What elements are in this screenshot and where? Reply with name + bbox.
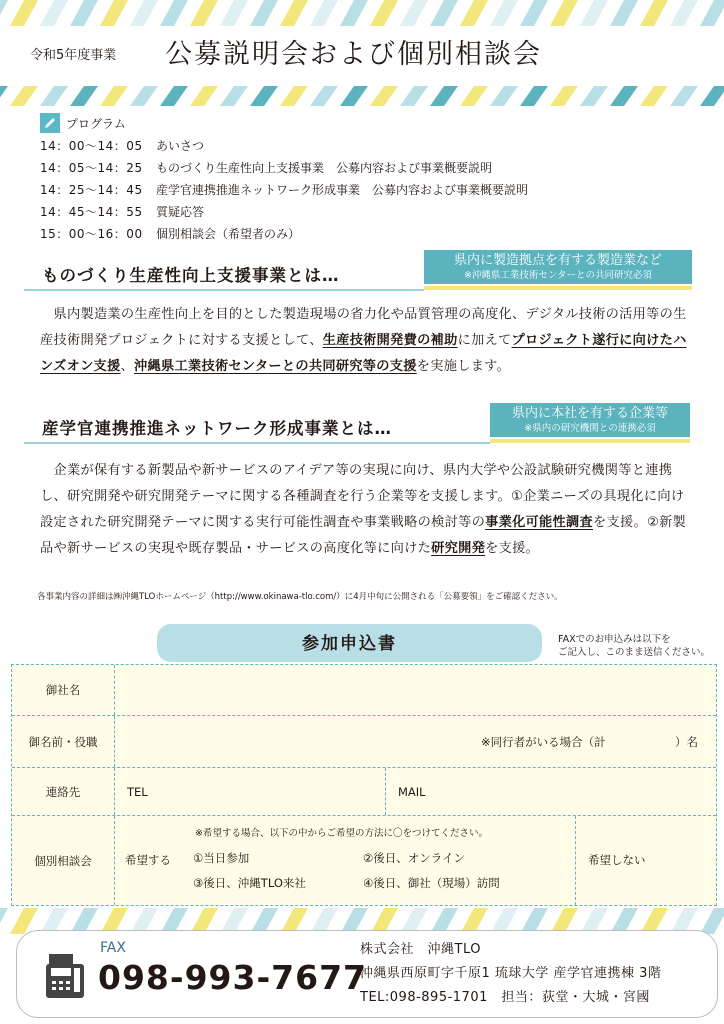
- program-time: 14：25～14：45: [40, 182, 143, 197]
- zigzag-stripe: [700, 86, 724, 106]
- zigzag-stripe: [340, 0, 368, 26]
- zigzag-stripe: [610, 0, 638, 26]
- name-row: [12, 716, 716, 768]
- zigzag-stripe: [0, 908, 8, 934]
- program-item: 質疑応答: [156, 204, 205, 219]
- zigzag-stripe: [10, 0, 38, 26]
- option-visit-tlo[interactable]: ③後日、沖縄TLO来社: [193, 876, 306, 890]
- section2-underline: [24, 442, 490, 444]
- zigzag-stripe: [130, 86, 158, 106]
- program-item: 個別相談会（希望者のみ）: [156, 226, 301, 241]
- zigzag-stripe: [70, 86, 98, 106]
- zigzag-stripe: [70, 0, 98, 26]
- section1-text: に加えて: [457, 333, 512, 348]
- zigzag-stripe: [250, 86, 278, 106]
- section2-title: 産学官連携推進ネットワーク形成事業とは…: [42, 419, 392, 438]
- section2-text: を支援。②新製品や新サービスの実現や既存製品・サービスの高度化等に向けた: [40, 515, 687, 556]
- section2-highlight: 研究開発: [431, 541, 486, 556]
- zigzag-stripe: [430, 86, 458, 106]
- zigzag-stripe: [100, 0, 128, 26]
- section2-tag-sub: ※県内の研究機関との連携必須: [524, 423, 656, 434]
- section1-tag-sub: ※沖縄県工業技術センターとの共同研究必須: [463, 270, 653, 281]
- option-onsite-visit[interactable]: ④後日、御社（現場）訪問: [363, 876, 500, 890]
- contact-label: 連絡先: [12, 768, 115, 815]
- section2-highlight: 事業化可能性調査: [485, 515, 593, 530]
- fax-note: [558, 633, 710, 659]
- section1-text: を実施します。: [416, 359, 511, 374]
- section2-text: を支援。: [485, 541, 540, 556]
- program-row: [40, 178, 700, 200]
- section1-title: ものづくり生産性向上支援事業とは…: [42, 266, 340, 285]
- zigzag-stripe: [640, 0, 668, 26]
- section1-body: [40, 302, 688, 380]
- mail-label: MAIL: [398, 785, 426, 799]
- zigzag-stripe: [250, 0, 278, 26]
- section2-body: [40, 458, 688, 562]
- section1-tag-bar: [424, 286, 692, 290]
- program-row: [40, 200, 700, 222]
- fax-machine-icon: [46, 954, 84, 1002]
- zigzag-stripe: [520, 86, 548, 106]
- zigzag-stripe: [280, 0, 308, 26]
- program-item: あいさつ: [156, 138, 205, 153]
- zigzag-stripe: [520, 0, 548, 26]
- zigzag-stripe: [610, 86, 638, 106]
- section1-target-tag: [424, 250, 692, 284]
- zigzag-stripe: [670, 86, 698, 106]
- zigzag-stripe: [310, 86, 338, 106]
- zigzag-stripe: [220, 0, 248, 26]
- zigzag-stripe: [40, 0, 68, 26]
- program-heading: [40, 112, 700, 134]
- consult-label: 個別相談会: [12, 816, 115, 905]
- zigzag-stripe: [670, 0, 698, 26]
- zigzag-stripe: [700, 0, 724, 26]
- page-title: 公募説明会および個別相談会: [165, 39, 542, 70]
- details-note: 各事業内容の詳細は㈱沖縄TLOホームページ（http://www.okinawa-tlo.com/）に4月中旬に公開される「公募要領」をご確認ください。: [37, 592, 563, 602]
- zigzag-stripe: [370, 0, 398, 26]
- companion-unit: ）名: [675, 735, 698, 749]
- program-time: 14：05～14：25: [40, 160, 143, 175]
- zigzag-stripe: [400, 86, 428, 106]
- program-time: 14：45～14：55: [40, 204, 143, 219]
- program-item: ものづくり生産性向上支援事業 公募内容および事業概要説明: [156, 160, 493, 175]
- program-row: [40, 156, 700, 178]
- zigzag-stripe: [0, 86, 8, 106]
- company-name: 株式会社 沖縄TLO: [360, 942, 481, 957]
- zigzag-stripe: [490, 86, 518, 106]
- zigzag-stripe: [0, 0, 8, 26]
- zigzag-stripe: [460, 86, 488, 106]
- name-label: 御名前・役職: [12, 716, 115, 767]
- company-address: 沖縄県西原町字千原1 琉球大学 産学官連携棟 3階: [360, 966, 662, 981]
- zigzag-stripe: [580, 0, 608, 26]
- fax-note-line: ご記入し、このまま送信ください。: [558, 647, 711, 658]
- section2-tag-main: 県内に本社を有する企業等: [511, 406, 668, 421]
- section1-highlight: プロジェクト遂行に向けたハンズオン支援: [40, 333, 687, 374]
- option-same-day[interactable]: ①当日参加: [193, 851, 250, 865]
- fiscal-year-label: 令和5年度事業: [30, 48, 117, 63]
- program-item: 産学官連携推進ネットワーク形成事業 公募内容および事業概要説明: [156, 182, 529, 197]
- program-row: [40, 222, 700, 244]
- header: [0, 28, 724, 88]
- consult-want-area: [115, 816, 576, 905]
- contact-row: [12, 768, 716, 816]
- program-time: 14：00～14：05: [40, 138, 143, 153]
- consult-no-area[interactable]: [576, 816, 716, 905]
- zigzag-stripe: [460, 0, 488, 26]
- zigzag-stripe: [580, 86, 608, 106]
- section1-underline: [24, 289, 424, 291]
- option-online[interactable]: ②後日、オンライン: [363, 851, 465, 865]
- tel-field[interactable]: [115, 768, 386, 815]
- zigzag-stripe: [10, 86, 38, 106]
- name-field[interactable]: [115, 716, 716, 767]
- company-row: [12, 665, 716, 716]
- zigzag-stripe: [40, 86, 68, 106]
- tel-label: TEL: [127, 785, 148, 799]
- want-label: 希望する: [125, 853, 171, 867]
- program-heading-label: プログラム: [66, 116, 126, 131]
- program-time: 15：00～16：00: [40, 226, 143, 241]
- section1-highlight: 沖縄県工業技術センターとの共同研究等の支援: [134, 359, 417, 374]
- fax-note-line: FAXでのお申込みは以下を: [558, 634, 671, 645]
- header-zigzag-band: [0, 86, 724, 106]
- fax-label: FAX: [100, 940, 126, 956]
- zigzag-stripe: [370, 86, 398, 106]
- zigzag-stripe: [220, 86, 248, 106]
- form-title: 参加申込書: [157, 624, 542, 662]
- zigzag-stripe: [160, 0, 188, 26]
- program-section: [40, 112, 700, 244]
- zigzag-stripe: [430, 0, 458, 26]
- section1-text: 、: [120, 359, 135, 374]
- zigzag-stripe: [550, 0, 578, 26]
- program-row: [40, 134, 700, 156]
- zigzag-stripe: [550, 86, 578, 106]
- zigzag-stripe: [700, 908, 724, 934]
- companion-note: ※同行者がいる場合（計: [481, 735, 606, 749]
- section2-text: 企業が保有する新製品や新サービスのアイデア等の実現に向け、県内大学や公設試験研究機関等と連携し、研究開発や研究開発テーマに関する各種調査を行う企業等を支援します。①企業ニーズの具現化に向け設定された研究開発テーマに関する実行可能性調査や事業戦略の検討等の: [40, 463, 685, 530]
- top-zigzag-band: [0, 0, 724, 26]
- companion-count-field[interactable]: [675, 734, 698, 750]
- section2-tag-bar: [490, 439, 690, 443]
- no-want-label: 希望しない: [588, 853, 646, 867]
- pencil-icon: [40, 113, 60, 133]
- section2-target-tag: [490, 403, 690, 437]
- company-info: [360, 938, 661, 1010]
- zigzag-stripe: [640, 86, 668, 106]
- company-contact: TEL:098-895-1701 担当：荻堂・大城・宮國: [360, 990, 650, 1005]
- mail-field[interactable]: [386, 768, 716, 815]
- zigzag-stripe: [190, 0, 218, 26]
- fax-number: 098-993-7677: [98, 958, 368, 997]
- zigzag-stripe: [280, 86, 308, 106]
- zigzag-stripe: [190, 86, 218, 106]
- application-form: [11, 664, 717, 906]
- consult-note: ※希望する場合、以下の中からご希望の方法に〇をつけてください。: [195, 828, 488, 839]
- section1-highlight: 生産技術開発費の補助: [322, 333, 458, 348]
- zigzag-stripe: [100, 86, 128, 106]
- consult-row: [12, 816, 716, 905]
- zigzag-stripe: [160, 86, 188, 106]
- zigzag-stripe: [490, 0, 518, 26]
- zigzag-stripe: [130, 0, 158, 26]
- zigzag-stripe: [400, 0, 428, 26]
- zigzag-stripe: [340, 86, 368, 106]
- company-field[interactable]: [115, 665, 716, 715]
- section1-text: 県内製造業の生産性向上を目的とした製造現場の省力化や品質管理の高度化、デジタル技術の活用等の生産技術開発プロジェクトに対する支援として、: [40, 307, 687, 348]
- company-label: 御社名: [12, 665, 115, 715]
- zigzag-stripe: [310, 0, 338, 26]
- section1-tag-main: 県内に製造拠点を有する製造業など: [453, 253, 662, 268]
